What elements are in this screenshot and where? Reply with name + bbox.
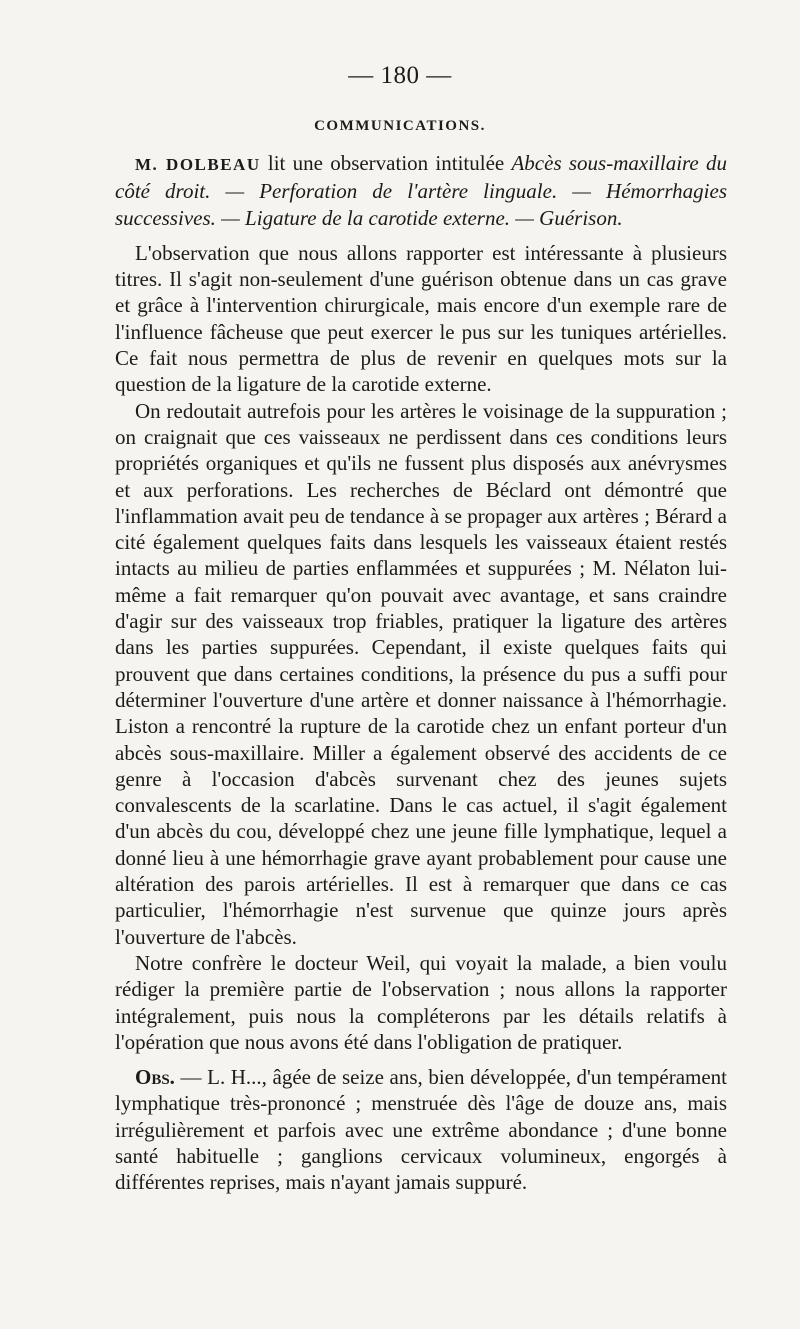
document-body xyxy=(115,150,727,1196)
observation-title: Abcès sous-maxillaire du côté droit. — Perforation de l'artère linguale. — Hémorrhagies successives. — Ligature de la carotide externe. — Guérison. xyxy=(115,151,727,230)
observation-paragraph xyxy=(115,1064,727,1195)
author-name: M. DOLBEAU xyxy=(135,155,261,174)
intro-paragraph xyxy=(115,150,727,231)
intro-lead: lit une observation intitulée xyxy=(267,151,505,175)
spacer xyxy=(115,231,727,240)
section-title: COMMUNICATIONS. xyxy=(314,118,486,134)
paragraph-3: Notre confrère le docteur Weil, qui voyait la malade, a bien voulu rédiger la première partie de l'observation ; nous allons la rapporter intégralement, puis nous la compléterons par les détails relatifs à l'opération que nous avons été dans l'obligation de pratiquer. xyxy=(115,950,727,1054)
paragraph-1: L'observation que nous allons rapporter est intéressante à plusieurs titres. Il s'agit non-seulement d'une guérison obtenue dans un cas grave et grâce à l'intervention chirurgicale, mais encore d'un exemple rare de l'influence fâcheuse que peut exercer le pus sur les tuniques artérielles. Ce fait nous permettra de plus de revenir en quelques mots sur la question de la ligature de la carotide externe. xyxy=(115,240,727,397)
page-number: — 180 — xyxy=(348,62,452,89)
observation-label: Obs. xyxy=(135,1065,175,1090)
spacer xyxy=(115,1055,727,1064)
observation-text: — L. H..., âgée de seize ans, bien développée, d'un tempérament lymphatique très-prononcé ; menstruée dès l'âge de douze ans, mais irrégulièrement et parfois avec une extrême abondance ; d'une bonne santé habituelle ; ganglions cervicaux volumineux, engorgés à différentes reprises, mais n'ayant jamais suppuré. xyxy=(115,1065,728,1195)
paragraph-2: On redoutait autrefois pour les artères le voisinage de la suppuration ; on craignait que ces vaisseaux ne perdissent dans ces conditions leurs propriétés organiques et qu'ils ne fussent plus disposés aux anévrysmes et aux perforations. Les recherches de Béclard ont démontré que l'inflammation avait peu de tendance à se propager aux artères ; Bérard a cité également quelques faits dans lesquels les vaisseaux étaient restés intacts au milieu de parties enflammées et suppurées ; M. Nélaton lui-même a fait remarquer qu'on pouvait avec avantage, et sans craindre d'agir sur des vaisseaux trop friables, pratiquer la ligature des artères dans les parties suppurées. Cependant, il existe quelques faits qui prouvent que dans certaines conditions, la présence du pus a suffi pour déterminer l'ouverture d'une artère et donner naissance à l'hémorrhagie. Liston a rencontré la rupture de la carotide chez un enfant porteur d'un abcès sous-maxillaire. Miller a également observé des accidents de ce genre à l'occasion d'abcès survenant chez des jeunes sujets convalescents de la scarlatine. Dans le cas actuel, il s'agit également d'un abcès du cou, développé chez une jeune fille lymphatique, lequel a donné lieu à une hémorrhagie grave ayant probablement pour cause une altération des parois artérielles. Il est à remarquer que dans ce cas particulier, l'hémorrhagie n'est survenue que quinze jours après l'ouverture de l'abcès. xyxy=(115,398,727,949)
